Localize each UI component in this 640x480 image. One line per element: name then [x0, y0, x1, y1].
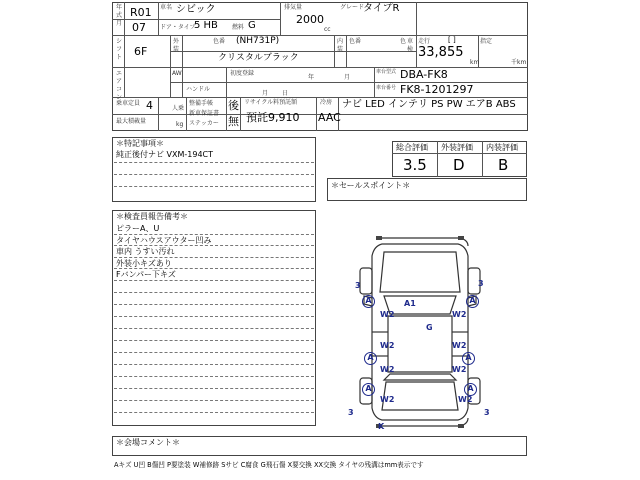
color-code: (NH731P) [236, 36, 280, 46]
chassis-label: 車台番号 [376, 85, 397, 91]
sales-point-title: ＊セールスポイント＊ [331, 181, 411, 190]
model-type: DBA-FK8 [400, 68, 448, 81]
color-suffix: 色 [400, 38, 407, 45]
interior-score-label: 内装評価 [486, 143, 518, 152]
grade-label: グレード [340, 4, 365, 11]
registration-label: 初度登録 [230, 70, 255, 77]
overall-score: 3.5 [403, 156, 427, 174]
damage-mark-k: K [378, 422, 385, 431]
record-value: 無 [228, 115, 239, 128]
damage-mark-w2: W2 [452, 341, 467, 350]
inspector-notes-title: ＊検査員報告備考＊ [116, 212, 188, 221]
displacement-label: 排気量 [284, 4, 303, 11]
displacement-value: 2000 [296, 13, 324, 26]
aircon-value: AAC [318, 111, 341, 124]
inspector-note-line: Fバンパー下キズ [116, 270, 176, 279]
tkm-unit: 千km [511, 59, 527, 66]
steering-label: ハンドル [186, 86, 211, 93]
designation-label: 指定 [480, 38, 493, 45]
damage-mark-3: 3 [484, 408, 490, 417]
grade-value: タイプR [363, 3, 400, 14]
car-name: シビック [176, 4, 216, 15]
reg-day-label: 日 [282, 90, 289, 97]
mileage-unit: km [470, 59, 480, 66]
year-label: 年式 [115, 4, 122, 19]
fuel-label: 燃料 [232, 24, 245, 31]
mileage-bracket: [ ] [448, 36, 456, 44]
fuel-value: G [248, 20, 256, 31]
displacement-unit: cc [324, 26, 331, 33]
record-label: 新車保証書 [189, 110, 220, 117]
damage-mark-g: G [426, 323, 433, 332]
chassis-no: FK8-1201297 [400, 83, 474, 96]
exterior-score-label: 外装評価 [441, 143, 473, 152]
model-type-label: 車台型式 [376, 69, 397, 75]
interior-score: B [498, 156, 509, 174]
capacity-value: 4 [146, 99, 153, 112]
doors-label: ドア・タイプ [160, 24, 196, 31]
maxload-unit: kg [176, 121, 184, 128]
damage-mark-w2: W2 [452, 365, 467, 374]
inspector-note-line: 車内 うすい汚れ [116, 247, 175, 256]
maxload-label: 最大積載量 [116, 118, 147, 125]
car-name-label: 車名 [160, 4, 173, 11]
damage-mark-3: 3 [478, 279, 484, 288]
color-name: クリスタルブラック [218, 53, 299, 63]
damage-mark-a1: A1 [404, 299, 416, 308]
special-notes-title: ＊特記事項＊ [116, 139, 164, 148]
overall-score-label: 総合評価 [396, 143, 428, 152]
month-label: 月 [115, 20, 122, 27]
year-value: R01 [130, 6, 152, 19]
exterior-score: D [453, 156, 465, 174]
damage-mark-a: A [362, 383, 375, 396]
equipment-list: ナビ LED インテリ PS PW エアB ABS [342, 99, 516, 110]
damage-mark-w2: W2 [380, 365, 395, 374]
mileage-label: 走行 [418, 38, 431, 45]
damage-mark-a: A [462, 352, 475, 365]
damage-mark-a: A [464, 383, 477, 396]
exterior-color-label: 外装 [172, 38, 179, 53]
capacity-label: 乗車定員 [116, 100, 141, 107]
venue-comment-title: ＊会場コメント＊ [116, 438, 180, 447]
damage-mark-a: A [362, 295, 375, 308]
damage-mark-w2: W2 [380, 395, 395, 404]
reg-month-label: 月 [344, 74, 351, 81]
damage-mark-w2: W2 [458, 395, 473, 404]
car-damage-diagram [340, 232, 500, 432]
interior-label: 内装 [336, 38, 343, 53]
sticker-label: ステッカー [189, 120, 219, 127]
shaken-label: 車検 [406, 38, 413, 53]
damage-mark-a: A [364, 352, 377, 365]
color-no-label: 色番 [349, 38, 362, 45]
damage-legend: Aキズ U凹 B傷凹 P要塗装 W補修跡 Sサビ C腐食 G飛石傷 X要交換 XX交換 タイヤの残溝はmm表示です [114, 461, 424, 469]
inspector-note-line: ピラーA、U [116, 224, 160, 233]
recycle-label: リサイクル料預託額 [244, 99, 298, 106]
inspection-value: 後 [228, 99, 239, 112]
inspection-label: 整備手帳 [189, 100, 214, 107]
damage-mark-w2: W2 [380, 310, 395, 319]
doors-value: 5 HB [194, 20, 218, 31]
shift-label: シフト [115, 38, 122, 61]
special-notes-text: 純正後付ナビ VXM-194CT [116, 150, 214, 159]
aircon-label: 冷房 [320, 99, 333, 106]
damage-mark-w2: W2 [380, 341, 395, 350]
mileage-value: 33,855 [418, 45, 464, 60]
damage-mark-a: A [466, 295, 479, 308]
color-code-label: 色番 [213, 38, 226, 45]
inspector-note-line: タイヤハウスアウター凹み [116, 236, 212, 245]
damage-mark-w2: W2 [452, 310, 467, 319]
inspector-note-line: 外装小キズあり [116, 259, 172, 268]
damage-mark-3: 3 [348, 408, 354, 417]
damage-mark-3: 3 [355, 281, 361, 290]
month-value: 07 [132, 21, 146, 34]
recycle-value: 預託9,910 [246, 111, 300, 124]
ac-label: エアコン [115, 70, 122, 101]
shift-value: 6F [134, 45, 148, 58]
reg-year-label: 年 [308, 74, 315, 81]
capacity-unit: 人乗 [172, 105, 185, 112]
reg-day-month: 月 [262, 90, 269, 97]
aw-label: AW [172, 70, 182, 77]
